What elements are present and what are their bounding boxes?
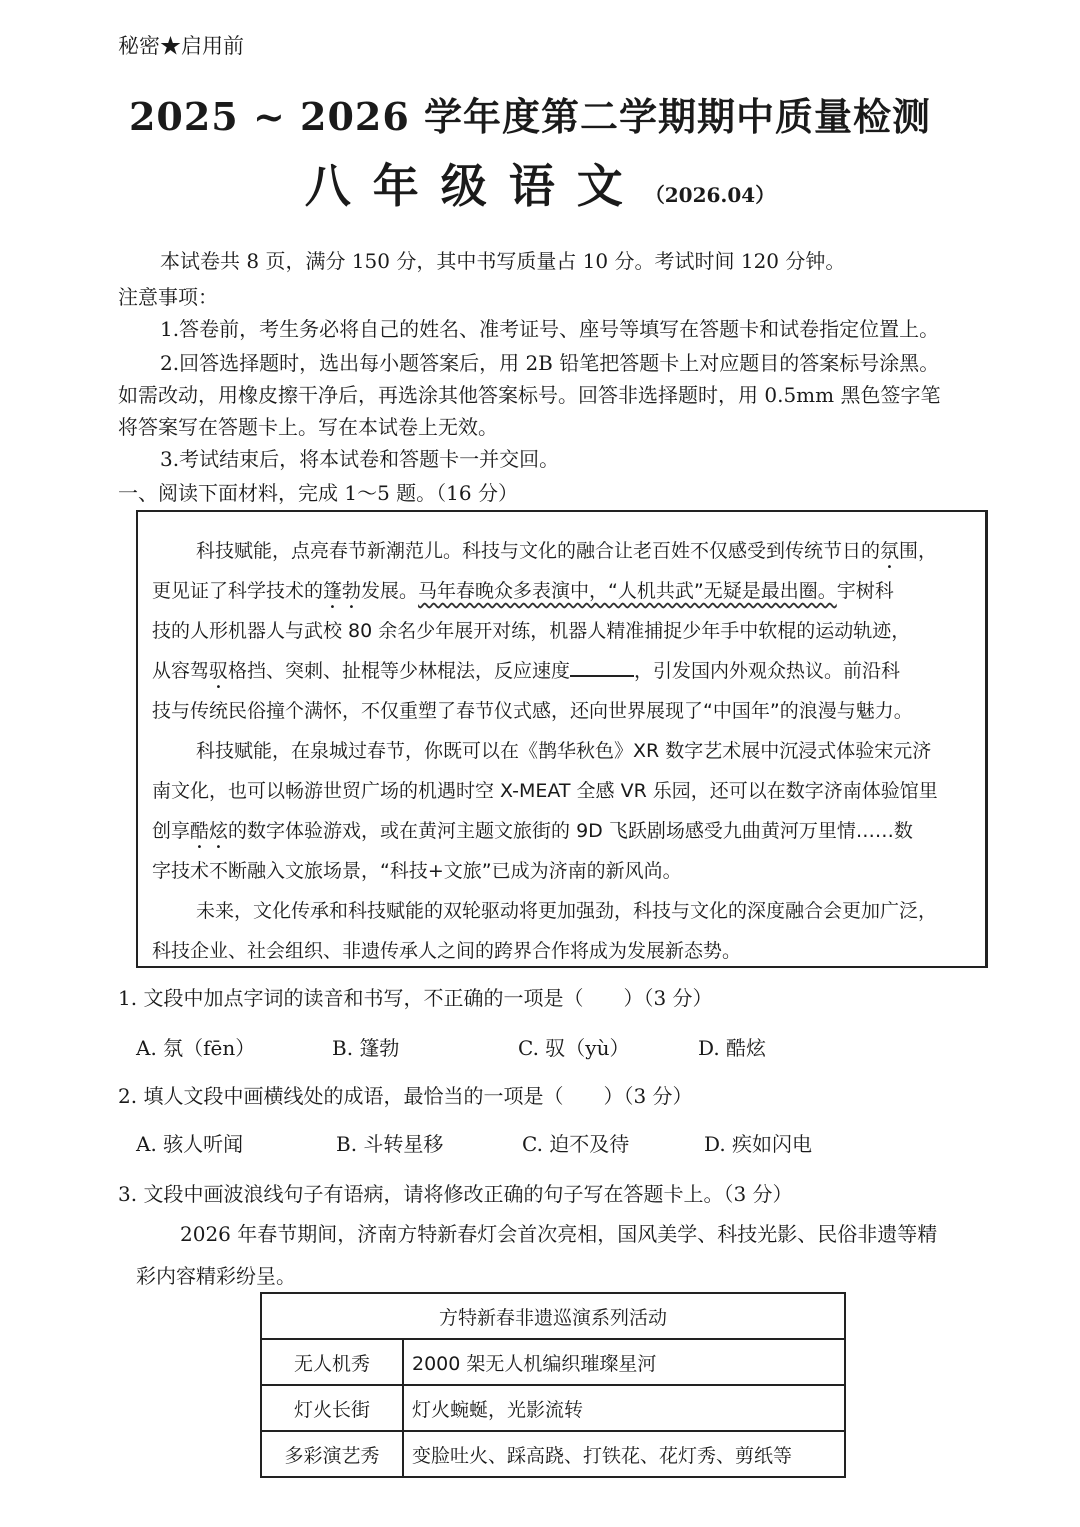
table-title: 方特新春非遗巡演系列活动 bbox=[261, 1293, 845, 1339]
q2-option-b: B. 斗转星移 bbox=[336, 1132, 444, 1156]
event-name: 无人机秀 bbox=[261, 1339, 403, 1385]
passage-line: 科技赋能，在泉城过春节，你既可以在《鹊华秋色》XR 数字艺术展中沉浸式体验宋元济 bbox=[196, 740, 932, 762]
passage-line: 更见证了科学技术的篷勃发展。马年春晚众多表演中，“人机共武”无疑是最出圈。宇树科 bbox=[152, 580, 894, 602]
intro-text: 本试卷共 8 页，满分 150 分，其中书写质量占 10 分。考试时间 120 分钟。 bbox=[160, 249, 846, 273]
table-row bbox=[261, 1339, 845, 1385]
passage-line: 字技术不断融入文旅场景，“科技+文旅”已成为济南的新风尚。 bbox=[152, 860, 682, 882]
q1-option-c: C. 驭（yù） bbox=[518, 1036, 630, 1060]
notice-item-3: 3.考试结束后，将本试卷和答题卡一并交回。 bbox=[160, 447, 560, 471]
dotted-word: 篷勃 bbox=[323, 580, 362, 602]
dotted-word: 驭 bbox=[209, 660, 229, 682]
notice-item-2-cont: 将答案写在答题卡上。写在本试卷上无效。 bbox=[118, 415, 498, 439]
passage-line: 创享酷炫的数字体验游戏，或在黄河主题文旅街的 9D 飞跃剧场感受九曲黄河万里情……数 bbox=[152, 820, 913, 842]
table-row bbox=[261, 1385, 845, 1431]
q1-option-d: D. 酷炫 bbox=[698, 1036, 767, 1060]
question-3: 3. 文段中画波浪线句子有语病，请将修改正确的句子写在答题卡上。（3 分） bbox=[118, 1182, 793, 1206]
q2-option-d: D. 疾如闪电 bbox=[704, 1132, 813, 1156]
q2-option-a: A. 骇人听闻 bbox=[136, 1132, 244, 1156]
secret-label: 秘密★启用前 bbox=[118, 34, 244, 58]
dotted-word: 酷炫 bbox=[190, 820, 229, 842]
notice-item-2: 2.回答选择题时，选出每小题答案后，用 2B 铅笔把答题卡上对应题目的答案标号涂黑。 bbox=[160, 351, 940, 375]
q1-option-b: B. 篷勃 bbox=[332, 1036, 400, 1060]
table-row bbox=[261, 1431, 845, 1477]
notice-item-1: 1.答卷前，考生务必将自己的姓名、准考证号、座号等填写在答题卡和试卷指定位置上。 bbox=[160, 317, 940, 341]
question-2: 2. 填人文段中画横线处的成语，最恰当的一项是（ ）（3 分） bbox=[118, 1084, 693, 1108]
event-name: 多彩演艺秀 bbox=[261, 1431, 403, 1477]
q1-option-a: A. 氛（fēn） bbox=[136, 1036, 256, 1060]
event-table bbox=[260, 1292, 846, 1478]
section-heading: 一、阅读下面材料，完成 1～5 题。（16 分） bbox=[118, 481, 518, 505]
notice-heading: 注意事项： bbox=[118, 285, 218, 309]
subject-line bbox=[0, 150, 1080, 216]
event-desc: 变脸吐火、踩高跷、打铁花、花灯秀、剪纸等 bbox=[403, 1431, 845, 1477]
material-text-cont: 彩内容精彩纷呈。 bbox=[136, 1264, 296, 1288]
notice-item-2-cont: 如需改动，用橡皮擦干净后，再选涂其他答案标号。回答非选择题时，用 0.5mm 黑色签字笔 bbox=[118, 383, 941, 407]
q2-option-c: C. 迫不及待 bbox=[522, 1132, 630, 1156]
reading-passage bbox=[136, 510, 988, 968]
passage-line: 南文化，也可以畅游世贸广场的机遇时空 X-MEAT 全感 VR 乐园，还可以在数字济南体验馆里 bbox=[152, 780, 938, 802]
material-text: 2026 年春节期间，济南方特新春灯会首次亮相，国风美学、科技光影、民俗非遗等精 bbox=[180, 1222, 938, 1246]
exam-date: （2026.04） bbox=[644, 183, 776, 207]
question-1: 1. 文段中加点字词的读音和书写，不正确的一项是（ ）（3 分） bbox=[118, 986, 713, 1010]
passage-line: 从容驾驭格挡、突刺、扯棍等少林棍法，反应速度 ，引发国内外观众热议。前沿科 bbox=[152, 660, 901, 682]
passage-line: 技的人形机器人与武校 80 余名少年展开对练，机器人精准捕捉少年手中软棍的运动轨迹， bbox=[152, 620, 911, 642]
event-desc: 2000 架无人机编织璀璨星河 bbox=[403, 1339, 845, 1385]
wavy-underlined-sentence: 马年春晚众多表演中，“人机共武”无疑是最出圈。 bbox=[418, 580, 837, 602]
event-desc: 灯火蜿蜒，光影流转 bbox=[403, 1385, 845, 1431]
subject-title: 八年级语文 bbox=[304, 159, 645, 213]
passage-line: 科技企业、社会组织、非遗传承人之间的跨界合作将成为发展新态势。 bbox=[152, 940, 742, 962]
passage-line: 未来，文化传承和科技赋能的双轮驱动将更加强劲，科技与文化的深度融合会更加广泛， bbox=[196, 900, 938, 922]
passage-line: 技与传统民俗撞个满怀，不仅重塑了春节仪式感，还向世界展现了“中国年”的浪漫与魅力。 bbox=[152, 700, 913, 722]
dotted-word: 氛 bbox=[880, 540, 900, 562]
event-name: 灯火长街 bbox=[261, 1385, 403, 1431]
passage-line: 科技赋能，点亮春节新潮范儿。科技与文化的融合让老百姓不仅感受到传统节日的氛围， bbox=[196, 540, 938, 562]
table-header-row bbox=[261, 1293, 845, 1339]
exam-title: 2025 ~ 2026 学年度第二学期期中质量检测 bbox=[128, 94, 932, 139]
fill-blank bbox=[570, 659, 634, 677]
